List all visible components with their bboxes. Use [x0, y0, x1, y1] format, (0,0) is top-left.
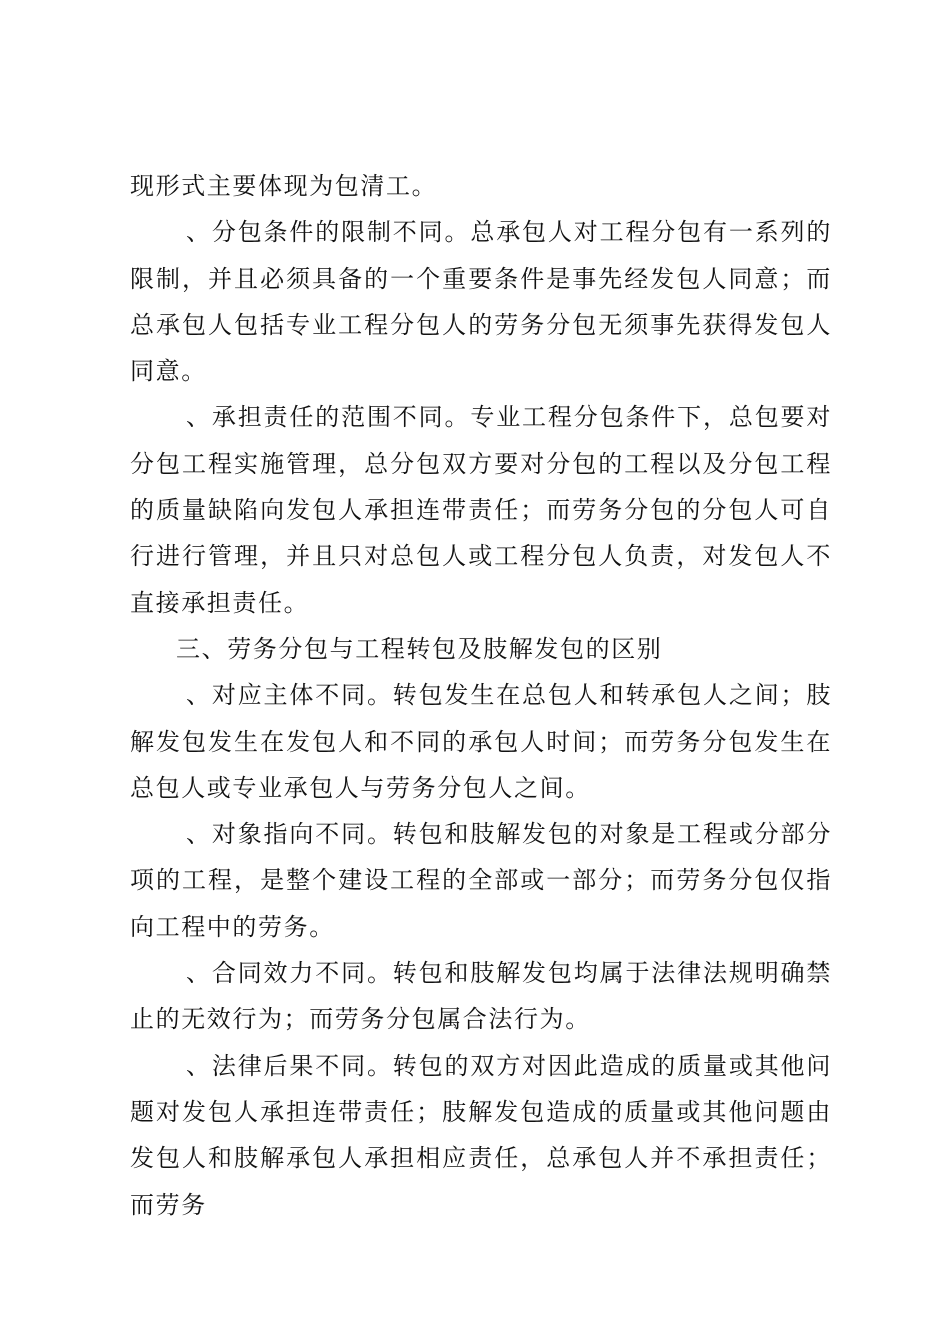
paragraph-liability-scope: 、承担责任的范围不同。专业工程分包条件下，总包要对分包工程实施管理，总分包双方要对分包的工程以及分包工程的质量缺陷向发包人承担连带责任；而劳务分包的分包人可自行进行管理，并且只对总包人或工程分包人负责，对发包人不直接承担责任。 [130, 403, 832, 617]
paragraph-objects: 、对象指向不同。转包和肢解发包的对象是工程或分部分项的工程，是整个建设工程的全部或一部分；而劳务分包仅指向工程中的劳务。 [130, 820, 832, 941]
document-body [130, 163, 832, 1228]
paragraph-subcontract-conditions: 、分包条件的限制不同。总承包人对工程分包有一系列的限制，并且必须具备的一个重要条件是事先经发包人同意；而总承包人包括专业工程分包人的劳务分包无须事先获得发包人同意。 [130, 218, 832, 386]
section-heading: 三、劳务分包与工程转包及肢解发包的区别 [176, 634, 663, 663]
paragraph-subjects: 、对应主体不同。转包发生在总包人和转承包人之间；肢解发包发生在发包人和不同的承包人时间；而劳务分包发生在总包人或专业承包人与劳务分包人之间。 [130, 681, 832, 802]
paragraph-contract-validity: 、合同效力不同。转包和肢解发包均属于法律法规明确禁止的无效行为；而劳务分包属合法行为。 [130, 959, 832, 1034]
paragraph-legal-consequences: 、法律后果不同。转包的双方对因此造成的质量或其他问题对发包人承担连带责任；肢解发包造成的质量或其他问题由发包人和肢解承包人承担相应责任，总承包人并不承担责任；而劳务 [130, 1051, 832, 1219]
paragraph-continuation: 现形式主要体现为包清工。 [130, 172, 438, 200]
